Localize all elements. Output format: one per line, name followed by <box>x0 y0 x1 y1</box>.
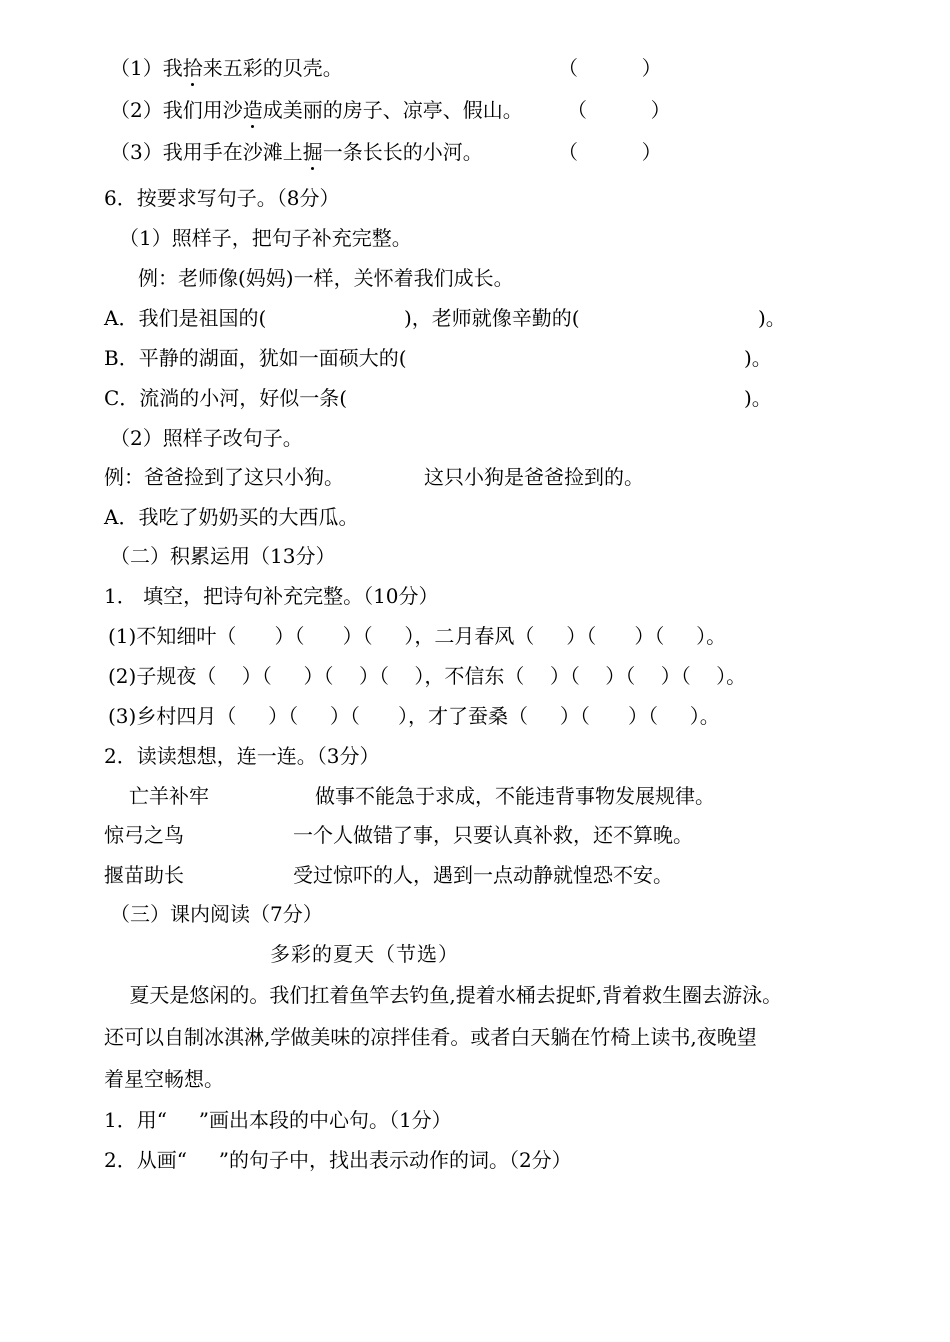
q6-heading: 6．按要求写句子。（8分） <box>104 186 340 210</box>
q5-item-2-post: 成美丽的房子、凉亭、假山。 <box>262 98 523 122</box>
section3-heading: （三）课内阅读（7分） <box>110 902 323 926</box>
q6-example1: 例：老师像(妈妈)一样，关怀着我们成长。 <box>138 266 514 290</box>
idiom-2[interactable]: 惊弓之鸟 <box>104 823 184 847</box>
poem-1[interactable]: (1)不知细叶（ ）（ ）（ ），二月春风（ ）（ ）（ ）。 <box>108 624 727 648</box>
q6-b-pre: B．平静的湖面，犹如一面硕大的( <box>104 346 407 370</box>
idiom-3[interactable]: 揠苗助长 <box>104 863 184 887</box>
section2-heading: （二）积累运用（13分） <box>110 544 336 568</box>
q5-item-2-pre: （2）我们用沙 <box>110 98 243 122</box>
section3-q2: 2．从画“ ”的句子中，找出表示动作的词。（2分） <box>104 1148 572 1172</box>
q5-item-1-answer[interactable]: （ ） <box>558 56 662 80</box>
q6-example2-b: 这只小狗是爸爸捡到的。 <box>424 465 644 489</box>
q5-item-1-pre: （1）我 <box>110 56 183 80</box>
meaning-3[interactable]: 受过惊吓的人，遇到一点动静就惶恐不安。 <box>293 863 673 887</box>
meaning-2[interactable]: 一个人做错了事，只要认真补救，还不算晚。 <box>293 823 693 847</box>
q6-a-mid: )，老师就像辛勤的( <box>404 306 580 330</box>
section3-q1: 1．用“ ”画出本段的中心句。（1分） <box>104 1108 452 1132</box>
q6-part1: （1）照样子，把句子补充完整。 <box>119 226 412 250</box>
reading-title: 多彩的夏天（节选） <box>270 942 459 966</box>
reading-para-line-3: 着星空畅想。 <box>104 1067 224 1091</box>
q6-b-end: )。 <box>744 346 772 370</box>
reading-para-line-1: 夏天是悠闲的。我们扛着鱼竿去钓鱼,提着水桶去捉虾,背着救生圈去游泳。 <box>104 983 783 1007</box>
q5-item-1-emph: 拾 <box>182 56 203 80</box>
q5-item-3-answer[interactable]: （ ） <box>558 140 662 164</box>
poem-3[interactable]: (3)乡村四月（ ）（ ）（ ），才了蚕桑（ ）（ ）（ ）。 <box>108 704 720 728</box>
q5-item-2 <box>110 98 523 122</box>
q5-item-2-emph: 造 <box>242 98 263 122</box>
section2-q1: 1． 填空，把诗句补充完整。（10分） <box>104 584 439 608</box>
reading-para-line-2: 还可以自制冰淇淋,学做美味的凉拌佳肴。或者白天躺在竹椅上读书,夜晚望 <box>104 1025 757 1049</box>
idiom-1[interactable]: 亡羊补牢 <box>129 784 209 808</box>
q6-a-pre: A．我们是祖国的( <box>104 306 267 330</box>
q5-item-3-post: 一条长长的小河。 <box>322 140 483 164</box>
q6-a-end: )。 <box>758 306 786 330</box>
q5-item-2-answer[interactable]: （ ） <box>567 98 671 122</box>
q6-c-end: )。 <box>744 386 772 410</box>
q5-item-1 <box>110 56 343 80</box>
q6-c-pre: C．流淌的小河，好似一条( <box>104 386 348 410</box>
poem-2[interactable]: (2)子规夜（ ）（ ）（ ）（ ），不信东（ ）（ ）（ ）（ ）。 <box>108 664 747 688</box>
section2-q2: 2．读读想想，连一连。（3分） <box>104 744 380 768</box>
q5-item-3 <box>110 140 483 164</box>
meaning-1[interactable]: 做事不能急于求成，不能违背事物发展规律。 <box>315 784 715 808</box>
q6-example2-a: 例：爸爸捡到了这只小狗。 <box>104 465 344 489</box>
q5-item-3-emph: 掘 <box>302 140 323 164</box>
q5-item-3-pre: （3）我用手在沙滩上 <box>110 140 303 164</box>
q6-part2: （2）照样子改句子。 <box>110 426 303 450</box>
q5-item-1-post: 来五彩的贝壳。 <box>202 56 343 80</box>
q6-item-a: A．我吃了奶奶买的大西瓜。 <box>104 505 359 529</box>
